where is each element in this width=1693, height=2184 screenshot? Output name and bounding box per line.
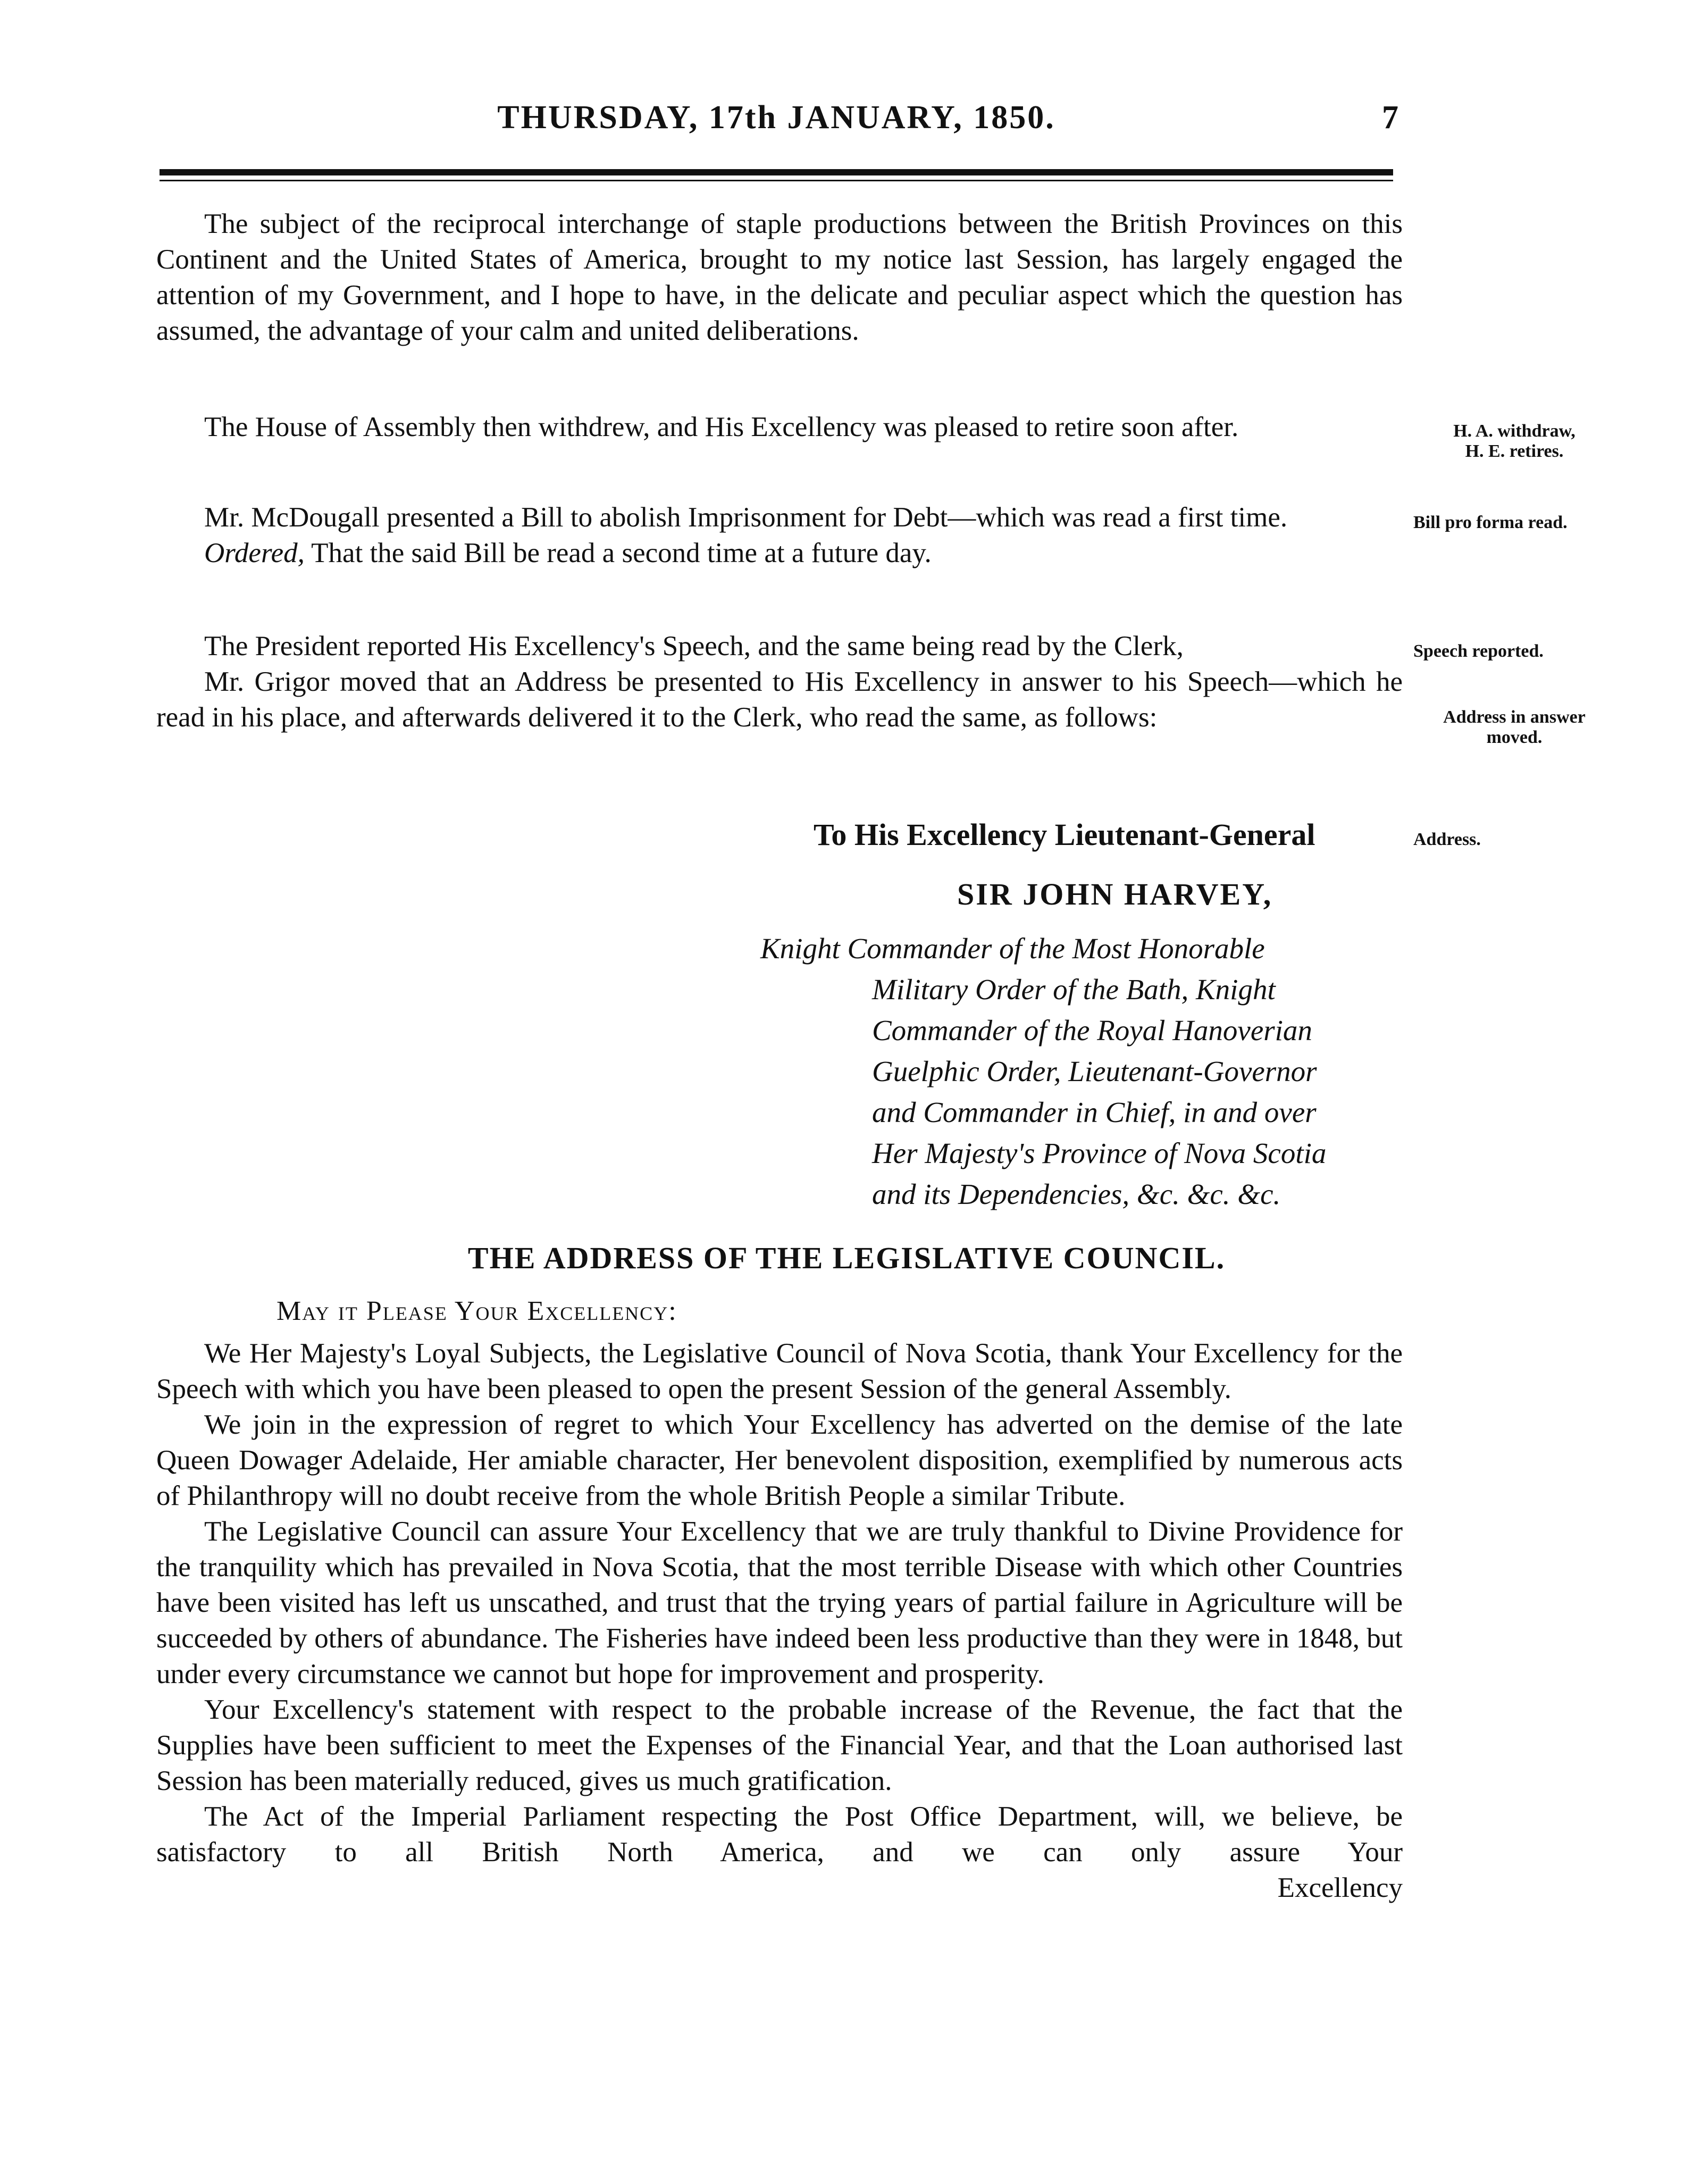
margin-note-withdraw [1413,421,1615,462]
intro-block [156,206,1403,349]
ordered-paragraph [156,535,1403,571]
page-header [154,99,1398,152]
address-title-line: Military Order of the Bath, Knight [872,973,1276,1006]
address-paragraph: Your Excellency's statement with respect to the probable increase of the Revenue, the fact that the Supplies have been sufficient to meet the Expenses of the Financial Year, and that the Loan authorised last Session has been materially reduced, gives us much gratification. [156,1694,1403,1796]
salutation: May it Please Your Excellency: [276,1296,677,1326]
margin-note-address: Address. [1413,830,1481,849]
address-final-word: Excellency [1277,1872,1403,1903]
address-heading-line2: SIR JOHN HARVEY, [957,877,1273,911]
margin-note-address-moved-line2: moved. [1486,727,1543,747]
bill-paragraph: Mr. McDougall presented a Bill to abolish Imprisonment for Debt—which was read a first time. [204,502,1288,533]
address-paragraph: We Her Majesty's Loyal Subjects, the Legislative Council of Nova Scotia, thank Your Excellency for the Speech with which you have been pleased to open the present Session of the general Assembly. [156,1338,1403,1404]
margin-note-speech: Speech reported. [1413,641,1544,661]
address-moved-paragraph: Mr. Grigor moved that an Address be presented to His Excellency in answer to his Speech—which he read in his place, and afterwards delivered it to the Clerk, who read the same, as follows: [156,666,1403,733]
address-title-line: Knight Commander of the Most Honorable [760,932,1265,965]
address-title-line: and Commander in Chief, in and over [872,1096,1317,1128]
intro-paragraph: The subject of the reciprocal interchange of staple productions between the British Provinces on this Continent and the United States of America, brought to my notice last Session, has largely engaged the attention of my Government, and I hope to have, in the delicate and peculiar aspect which the question has assumed, the advantage of your calm and united deliberations. [156,208,1403,346]
address-heading-line1: To His Excellency Lieutenant-General [814,817,1315,852]
address-title-line: Commander of the Royal Hanoverian [872,1014,1312,1047]
address-title-line: and its Dependencies, &c. &c. &c. [872,1178,1281,1210]
address-title-line: Her Majesty's Province of Nova Scotia [872,1137,1327,1169]
page-number: 7 [1382,99,1398,136]
address-title-line: Guelphic Order, Lieutenant-Governor [872,1055,1317,1087]
address-paragraph: The Act of the Imperial Parliament respecting the Post Office Department, will, we believe, be satisfactory to all British North America, and we can only assure Your [156,1801,1403,1868]
address-paragraph: The Legislative Council can assure Your Excellency that we are truly thankful to Divine Providence for the tranquility which has prevailed in Nova Scotia, that the most terrible Disease with which other Countries have been visited has left us unscathed, and trust that the trying years of partial failure in Agriculture will be succeeded by others of abundance. The Fisheries have indeed been less productive than they were in 1848, but under every circumstance we cannot but hope for improvement and prosperity. [156,1516,1403,1689]
bill-block [156,500,1403,571]
margin-note-withdraw-line2: H. E. retires. [1465,441,1564,461]
address-body [156,1336,1403,1906]
ordered-text: That the said Bill be read a second time at a future day. [304,538,932,568]
margin-note-address-moved-line1: Address in answer [1443,707,1586,727]
margin-note-withdraw-line1: H. A. withdraw, [1453,421,1575,441]
address-paragraph: We join in the expression of regret to which Your Excellency has adverted on the demise of the late Queen Dowager Adelaide, Her amiable character, Her benevolent disposition, exemplified by numerous acts of Philanthropy will no doubt receive from the whole British People a similar Tribute. [156,1409,1403,1511]
house-withdrew-paragraph: The House of Assembly then withdrew, and His Excellency was pleased to retire soon after. [204,412,1239,442]
address-titles [760,928,1404,1215]
ordered-label: Ordered, [204,538,305,568]
house-withdrew-block [156,409,1403,445]
margin-note-address-moved [1413,707,1615,748]
page-title: THURSDAY, 17th JANUARY, 1850. [497,99,1055,136]
header-rule-thin [160,180,1393,181]
speech-reported-paragraph: The President reported His Excellency's Speech, and the same being read by the Clerk, [204,631,1184,662]
header-rule-thick [160,169,1393,175]
margin-note-bill: Bill pro forma read. [1413,513,1568,532]
council-address-title: THE ADDRESS OF THE LEGISLATIVE COUNCIL. [467,1241,1226,1275]
speech-block [156,629,1403,735]
